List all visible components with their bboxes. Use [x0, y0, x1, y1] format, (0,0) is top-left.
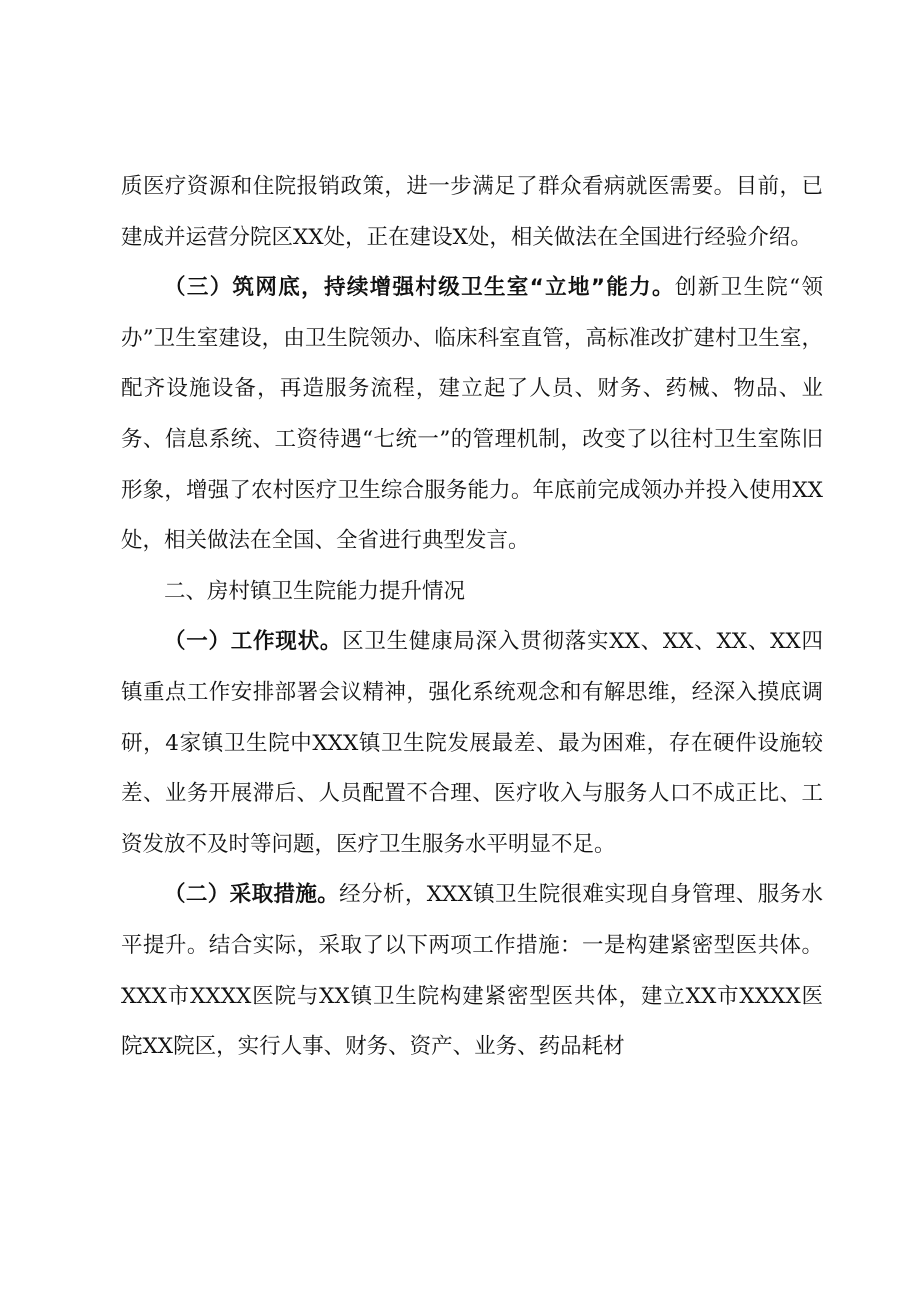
paragraph-section-three — [121, 263, 823, 567]
section-heading-two: 二、房村镇卫生院能力提升情况 — [164, 578, 466, 604]
section-three-body: 创新卫生院“领办”卫生室建设，由卫生院领办、临床科室直管，高标准改扩建村卫生室，配齐设施设备，再造服务流程，建立起了人员、财务、药械、物品、业务、信息系统、工资待遇“七统一”的管理机制，改变了以往村卫生室陈旧形象，增强了农村医疗卫生综合服务能力。年底前完成领办并投入使用XX处，相关做法在全国、全省进行典型发言。 — [121, 275, 824, 554]
sub-two-body: 经分析，XXX镇卫生院很难实现自身管理、服务水平提升。结合实际，采取了以下两项工作措施：一是构建紧密型医共体。XXX市XXXX医院与XX镇卫生院构建紧密型医共体，建立XX市XXXX医院XX院区，实行人事、财务、资产、业务、药品耗材 — [121, 882, 823, 1060]
sub-two-lead: （二）采取措施。 — [164, 882, 340, 908]
document-page — [121, 162, 823, 1073]
section-three-lead: （三）筑网底，持续增强村级卫生室“立地”能力。 — [164, 275, 675, 301]
sub-one-lead: （一）工作现状。 — [164, 629, 343, 655]
paragraph-sub-one — [121, 617, 823, 870]
paragraph-continuation: 质医疗资源和住院报销政策，进一步满足了群众看病就医需要。目前，已建成并运营分院区XX处，正在建设X处，相关做法在全国进行经验介绍。 — [121, 174, 823, 250]
paragraph-sub-two — [121, 870, 823, 1072]
sub-one-body: 区卫生健康局深入贯彻落实XX、XX、XX、XX四镇重点工作安排部署会议精神，强化系统观念和有解思维，经深入摸底调研，4家镇卫生院中XXX镇卫生院发展最差、最为困难，存在硬件设施较差、业务开展滞后、人员配置不合理、医疗收入与服务人口不成正比、工资发放不及时等问题，医疗卫生服务水平明显不足。 — [121, 629, 823, 857]
